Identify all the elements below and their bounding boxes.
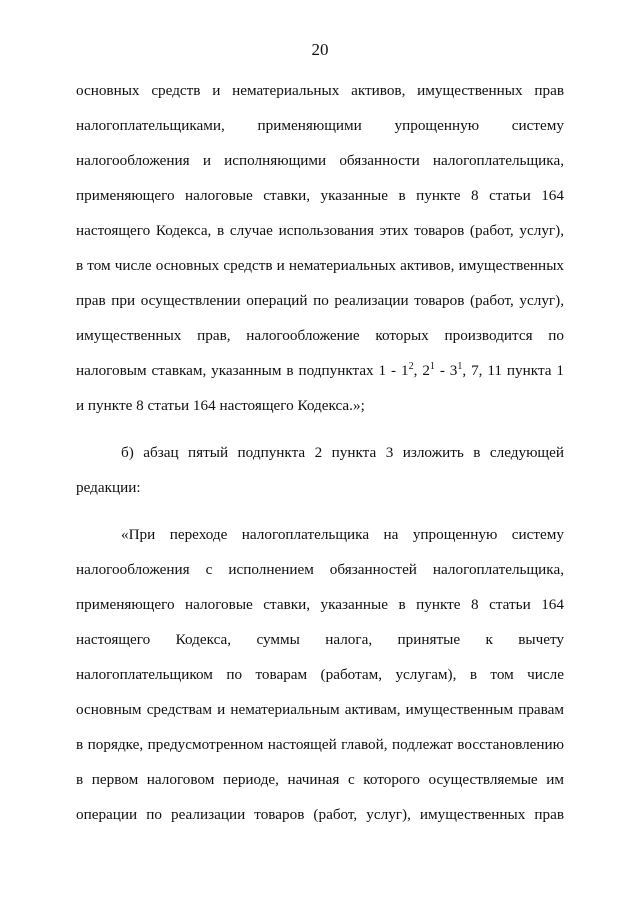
text-segment: - 3 — [434, 362, 458, 379]
superscript: 2 — [408, 361, 414, 372]
superscript: 1 — [429, 361, 435, 372]
text-line: налогоплательщиками, применяющими упрощенную систему — [76, 117, 564, 134]
text-line: в том числе основных средств и нематериальных активов, имущественных — [76, 257, 564, 274]
text-line: настоящего Кодекса, суммы налога, принятые к вычету — [76, 631, 564, 648]
paragraph-gap — [76, 505, 564, 517]
text-line: применяющего налоговые ставки, указанные в пункте 8 статьи 164 — [76, 596, 564, 613]
text-line: налогообложения и исполняющими обязанности налогоплательщика, — [76, 152, 564, 169]
text-line: и пункте 8 статьи 164 настоящего Кодекса.»; — [76, 397, 365, 414]
text-line: налогоплательщиком по товарам (работам, услугам), в том числе — [76, 666, 564, 683]
page-number: 20 — [311, 40, 329, 59]
text-line-with-superscripts — [76, 353, 564, 388]
text-line: в первом налоговом периоде, начиная с которого осуществляемые им — [76, 771, 564, 788]
text-segment: , 7, 11 пункта 1 — [462, 362, 565, 379]
text-line: налогообложения с исполнением обязанностей налогоплательщика, — [76, 561, 564, 578]
paragraph-gap — [76, 423, 564, 435]
text-line: имущественных прав, налогообложение которых производится по — [76, 327, 564, 344]
text-line: применяющего налоговые ставки, указанные в пункте 8 статьи 164 — [76, 187, 564, 204]
text-segment: , 2 — [413, 362, 430, 379]
text-line: операции по реализации товаров (работ, услуг), имущественных прав — [76, 806, 564, 823]
text-line: основных средств и нематериальных активов, имущественных прав — [76, 82, 564, 99]
text-line: основным средствам и нематериальным активам, имущественным правам — [76, 701, 564, 718]
text-segment: налоговым ставкам, указанным в подпунктах 1 - 1 — [76, 362, 409, 379]
text-line: настоящего Кодекса, в случае использования этих товаров (работ, услуг), — [76, 222, 564, 239]
document-body — [76, 73, 564, 832]
text-line: в порядке, предусмотренном настоящей главой, подлежат восстановлению — [76, 736, 564, 753]
text-line: б) абзац пятый подпункта 2 пункта 3 изложить в следующей — [121, 444, 564, 461]
superscript: 1 — [457, 361, 463, 372]
text-line: прав при осуществлении операций по реализации товаров (работ, услуг), — [76, 292, 564, 309]
text-line: редакции: — [76, 479, 141, 496]
text-line: «При переходе налогоплательщика на упрощенную систему — [121, 526, 564, 543]
